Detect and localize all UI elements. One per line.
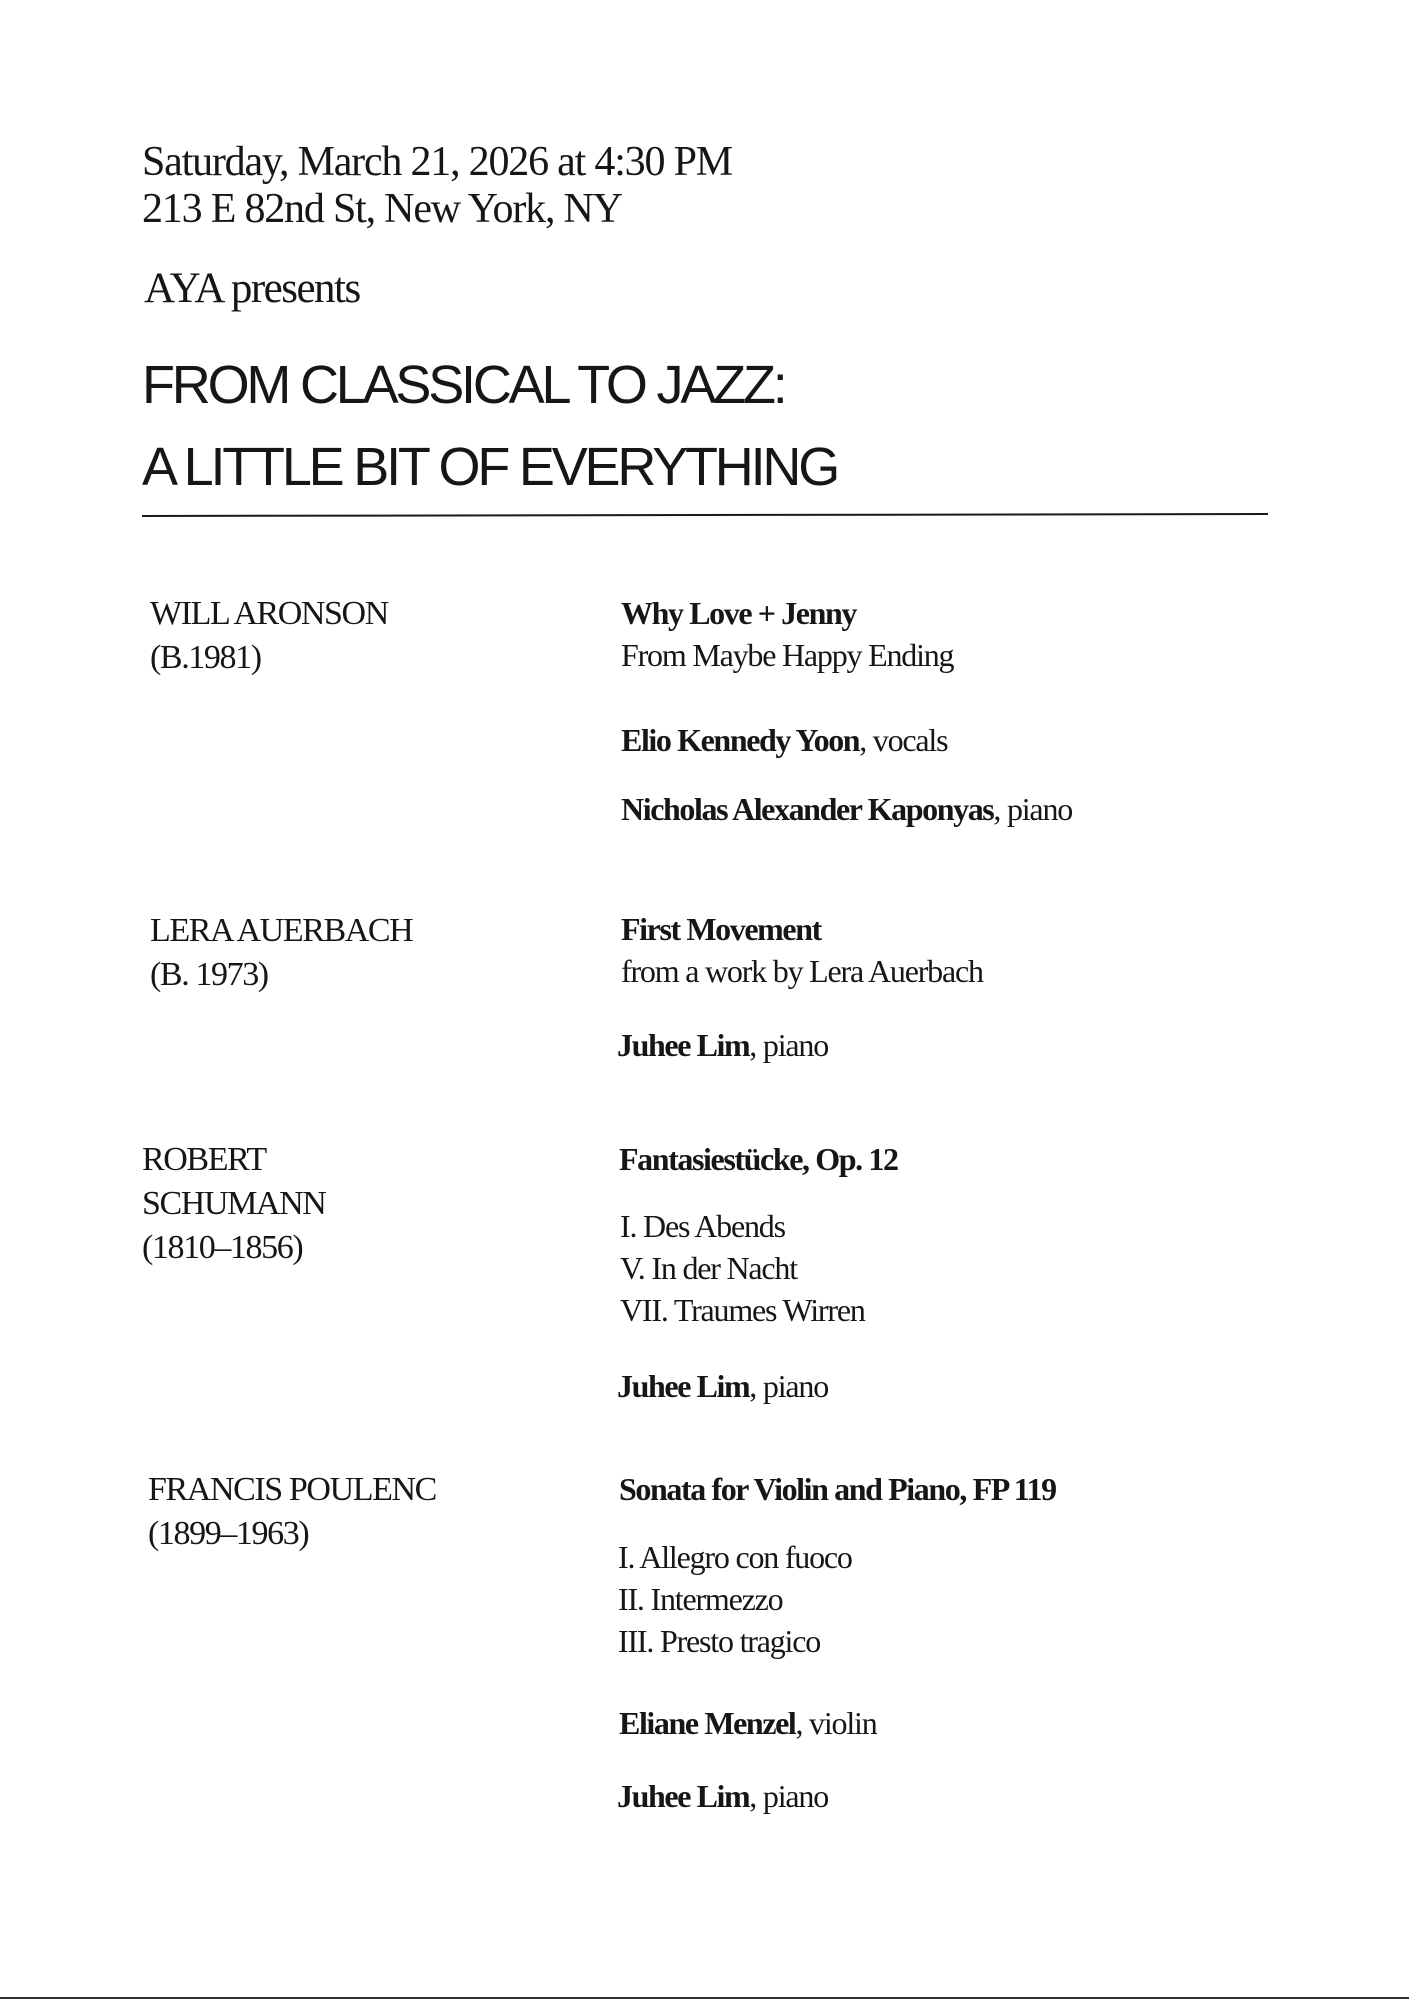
movement-item: I. Allegro con fuoco	[618, 1539, 852, 1575]
page-bottom-edge	[0, 1997, 1409, 1999]
composer-lera-auerbach	[150, 909, 412, 997]
composer-dates: (B. 1973)	[150, 956, 268, 993]
movement-item: VII. Traumes Wirren	[620, 1292, 865, 1328]
composer-name-cont: SCHUMANN	[142, 1185, 326, 1222]
composer-dates: (1899–1963)	[148, 1515, 309, 1552]
performer-name: Elio Kennedy Yoon	[621, 722, 860, 758]
composer-will-aronson	[150, 592, 388, 680]
composer-name: LERA AUERBACH	[150, 912, 413, 949]
performer-name: Nicholas Alexander Kaponyas	[621, 791, 994, 827]
composer-dates: (B.1981)	[150, 639, 261, 676]
performer-role: , piano	[749, 1027, 828, 1063]
performer-line	[621, 788, 1072, 830]
work-fantasiestucke	[619, 1138, 898, 1180]
movement-item: V. In der Nacht	[620, 1250, 797, 1286]
work-subtitle: from a work by Lera Auerbach	[621, 953, 983, 989]
presenter: AYA presents	[144, 265, 360, 312]
composer-name: WILL ARONSON	[150, 595, 388, 632]
program-title-line-2: A LITTLE BIT OF EVERYTHING	[142, 437, 838, 497]
composer-name: FRANCIS POULENC	[148, 1471, 436, 1508]
work-why-love-jenny	[621, 592, 953, 676]
performer-name: Juhee Lim	[617, 1368, 750, 1404]
title-divider	[142, 513, 1268, 517]
movement-item: II. Intermezzo	[618, 1581, 783, 1617]
work-title: First Movement	[621, 911, 821, 947]
composer-robert-schumann	[142, 1138, 325, 1270]
event-date-time: Saturday, March 21, 2026 at 4:30 PM	[142, 139, 732, 185]
work-poulenc-sonata	[619, 1468, 1056, 1510]
work-first-movement	[621, 908, 983, 992]
movement-item: I. Des Abends	[620, 1208, 785, 1244]
performer-name: Juhee Lim	[617, 1778, 750, 1814]
performer-line	[621, 719, 947, 761]
movement-list	[620, 1205, 865, 1331]
performer-role: , piano	[749, 1778, 828, 1814]
work-title: Fantasiestücke, Op. 12	[619, 1141, 898, 1177]
movement-item: III. Presto tragico	[618, 1623, 821, 1659]
event-address: 213 E 82nd St, New York, NY	[142, 186, 622, 232]
movement-list	[618, 1536, 852, 1662]
work-subtitle: From Maybe Happy Ending	[621, 637, 954, 673]
composer-name: ROBERT	[142, 1141, 266, 1178]
performer-line	[617, 1365, 828, 1407]
performer-role: , piano	[749, 1368, 828, 1404]
performer-line	[619, 1702, 877, 1744]
program-title-line-1: FROM CLASSICAL TO JAZZ:	[142, 355, 785, 415]
composer-dates: (1810–1856)	[142, 1229, 303, 1266]
work-title: Sonata for Violin and Piano, FP 119	[619, 1471, 1056, 1507]
performer-line	[617, 1024, 828, 1066]
performer-role: , piano	[993, 791, 1073, 827]
performer-name: Juhee Lim	[617, 1027, 750, 1063]
performer-role: , vocals	[859, 722, 948, 758]
work-title: Why Love + Jenny	[621, 595, 856, 631]
performer-role: , violin	[795, 1705, 877, 1741]
composer-francis-poulenc	[148, 1468, 436, 1556]
performer-line	[617, 1775, 828, 1817]
performer-name: Eliane Menzel	[619, 1705, 796, 1741]
